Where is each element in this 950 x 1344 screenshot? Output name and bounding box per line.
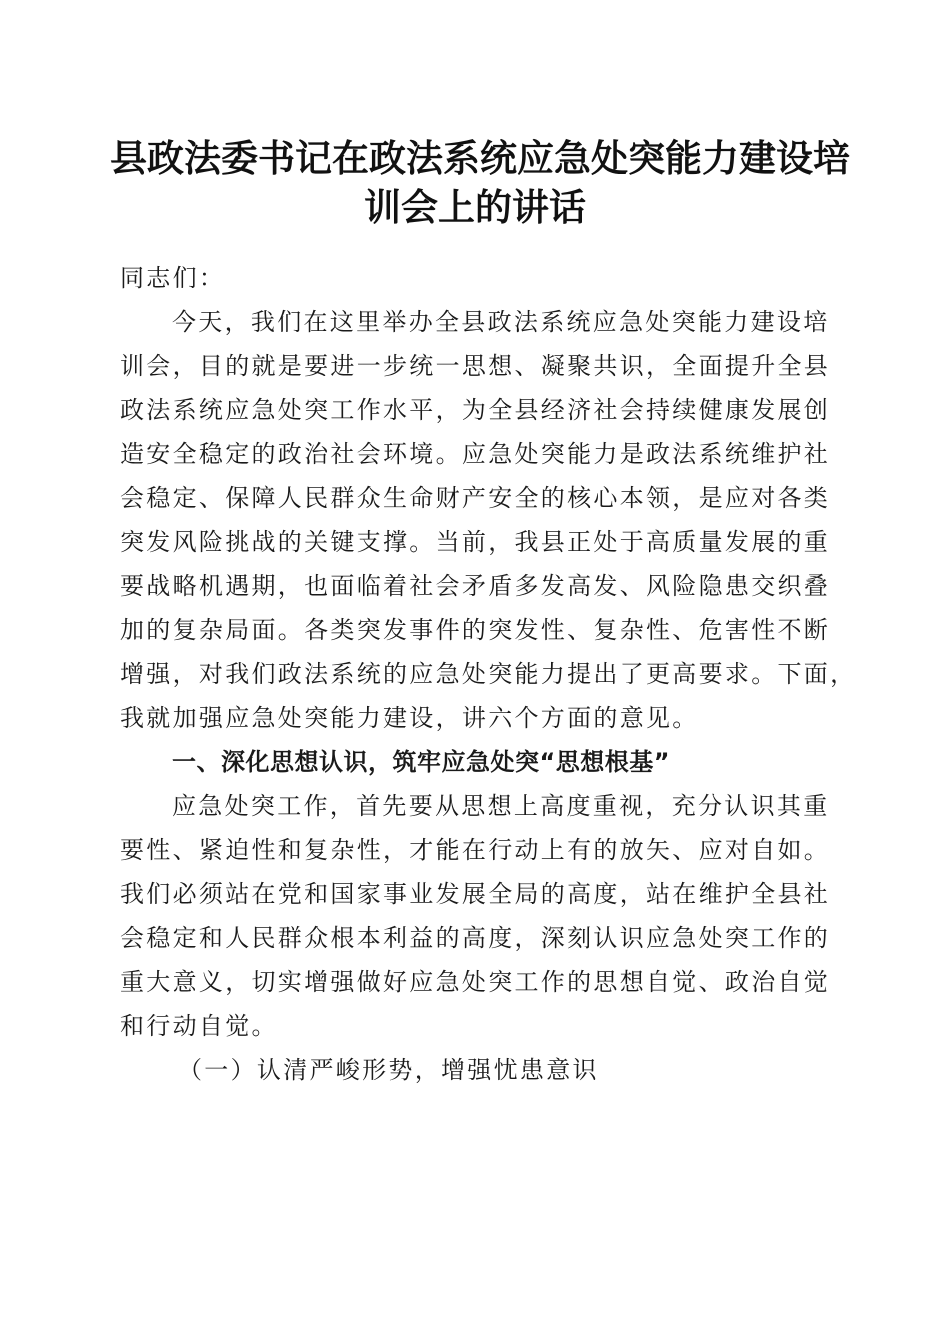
paragraph-section-1 [120,784,830,1048]
paragraph-line: 会稳定和人民群众根本利益的高度，深刻认识应急处突工作的 [120,924,831,952]
paragraph-line: 应急处突工作，首先要从思想上高度重视，充分认识其重 [172,792,830,820]
paragraph-line: 突发风险挑战的关键支撑。当前，我县正处于高质量发展的重 [120,528,831,556]
paragraph-line: 造安全稳定的政治社会环境。应急处突能力是政法系统维护社 [120,440,831,468]
section-heading-1: 一、深化思想认识，筑牢应急处突“思想根基” [172,748,671,776]
paragraph-line: 重大意义，切实增强做好应急处突工作的思想自觉、政治自觉 [120,968,831,996]
title-line-2: 训会上的讲话 [364,185,586,229]
paragraph-line: 政法系统应急处突工作水平，为全县经济社会持续健康发展创 [120,396,831,424]
subsection-heading-1: （一）认清严峻形势，增强忧患意识 [178,1056,599,1084]
title-line-1: 县政法委书记在政法系统应急处突能力建设培 [110,136,850,180]
paragraph-line: 加的复杂局面。各类突发事件的突发性、复杂性、危害性不断 [120,616,831,644]
paragraph-line: 增强，对我们政法系统的应急处突能力提出了更高要求。下面， [120,660,857,688]
paragraph-line: 我们必须站在党和国家事业发展全局的高度，站在维护全县社 [120,880,831,908]
paragraph-line: 要性、紧迫性和复杂性，才能在行动上有的放矢、应对自如。 [120,836,831,864]
document-title [110,134,850,232]
paragraph-line: 训会，目的就是要进一步统一思想、凝聚共识，全面提升全县 [120,352,831,380]
paragraph-line: 我就加强应急处突能力建设，讲六个方面的意见。 [120,704,699,732]
paragraph-line: 会稳定、保障人民群众生命财产安全的核心本领，是应对各类 [120,484,831,512]
salutation: 同志们： [120,264,226,292]
paragraph-line: 要战略机遇期，也面临着社会矛盾多发高发、风险隐患交织叠 [120,572,831,600]
paragraph-line: 和行动自觉。 [120,1012,278,1040]
document-body [120,256,857,1092]
paragraph-intro [120,300,857,740]
paragraph-line: 今天，我们在这里举办全县政法系统应急处突能力建设培 [172,308,830,336]
